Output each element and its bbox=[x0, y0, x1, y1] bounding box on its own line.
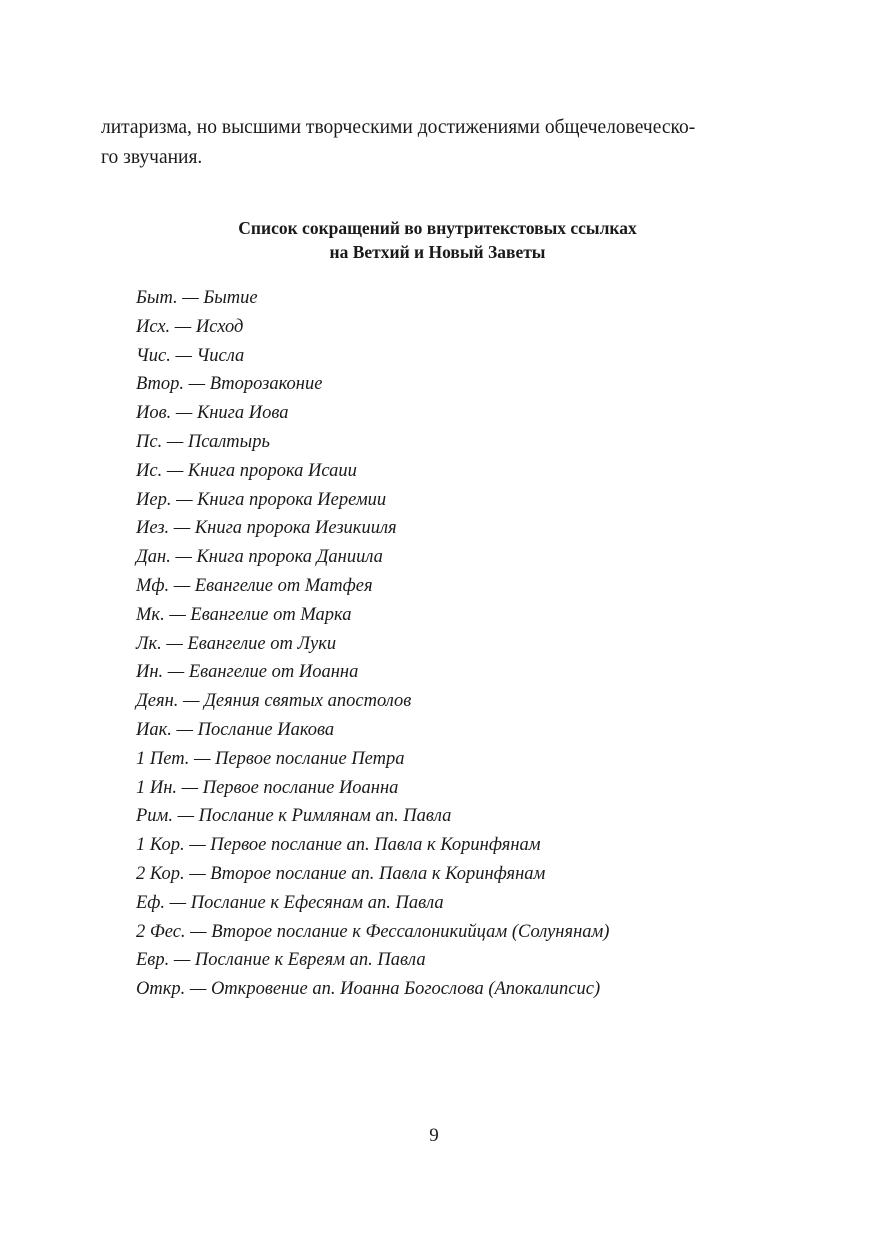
abbreviation-item: Рим. — Послание к Римлянам ап. Павла bbox=[136, 806, 452, 827]
abbreviation-item: Иер. — Книга пророка Иеремии bbox=[136, 489, 387, 510]
intro-line: литаризма, но высшими творческими достижениями общечеловеческо- bbox=[101, 117, 696, 138]
abbreviation-item: Евр. — Послание к Евреям ап. Павла bbox=[136, 950, 426, 971]
abbreviation-item: Иез. — Книга пророка Иезикииля bbox=[136, 518, 397, 539]
abbreviation-item: Откр. — Откровение ап. Иоанна Богослова (Апокалипсис) bbox=[136, 979, 601, 1000]
abbreviation-item: 1 Пет. — Первое послание Петра bbox=[136, 748, 405, 769]
intro-paragraph bbox=[101, 113, 781, 173]
abbreviation-list bbox=[136, 284, 609, 1004]
abbreviation-item: Втор. — Второзаконие bbox=[136, 374, 323, 395]
abbreviation-item: Лк. — Евангелие от Луки bbox=[136, 633, 337, 654]
heading-line-2: на Ветхий и Новый Заветы bbox=[329, 242, 546, 262]
abbreviation-item: Быт. — Бытие bbox=[136, 288, 258, 308]
intro-line: го звучания. bbox=[101, 147, 203, 168]
section-heading bbox=[0, 216, 875, 264]
abbreviation-item: Исх. — Исход bbox=[136, 316, 244, 337]
abbreviation-item: Чис. — Числа bbox=[136, 345, 245, 366]
heading-line-1: Список сокращений во внутритекстовых ссылках bbox=[238, 218, 637, 238]
abbreviation-item: Дан. — Книга пророка Даниила bbox=[136, 547, 383, 568]
abbreviation-item: Ис. — Книга пророка Исаии bbox=[136, 460, 357, 481]
abbreviation-item: 2 Фес. — Второе послание к Фессалоникийцам (Солунянам) bbox=[136, 921, 610, 942]
abbreviation-item: Иов. — Книга Иова bbox=[136, 403, 289, 424]
abbreviation-item: 2 Кор. — Второе послание ап. Павла к Коринфянам bbox=[136, 863, 546, 884]
page-number: 9 bbox=[429, 1125, 439, 1146]
abbreviation-item: Мк. — Евангелие от Марка bbox=[136, 604, 352, 625]
abbreviation-item: 1 Кор. — Первое послание ап. Павла к Коринфянам bbox=[136, 835, 541, 856]
abbreviation-item: Иак. — Послание Иакова bbox=[136, 719, 335, 740]
abbreviation-item: Деян. — Деяния святых апостолов bbox=[136, 691, 412, 712]
abbreviation-item: Пс. — Псалтырь bbox=[136, 431, 270, 452]
abbreviation-item: Еф. — Послание к Ефесянам ап. Павла bbox=[136, 892, 444, 913]
abbreviation-item: 1 Ин. — Первое послание Иоанна bbox=[136, 777, 399, 798]
abbreviation-item: Мф. — Евангелие от Матфея bbox=[136, 575, 373, 596]
abbreviation-item: Ин. — Евангелие от Иоанна bbox=[136, 662, 359, 683]
